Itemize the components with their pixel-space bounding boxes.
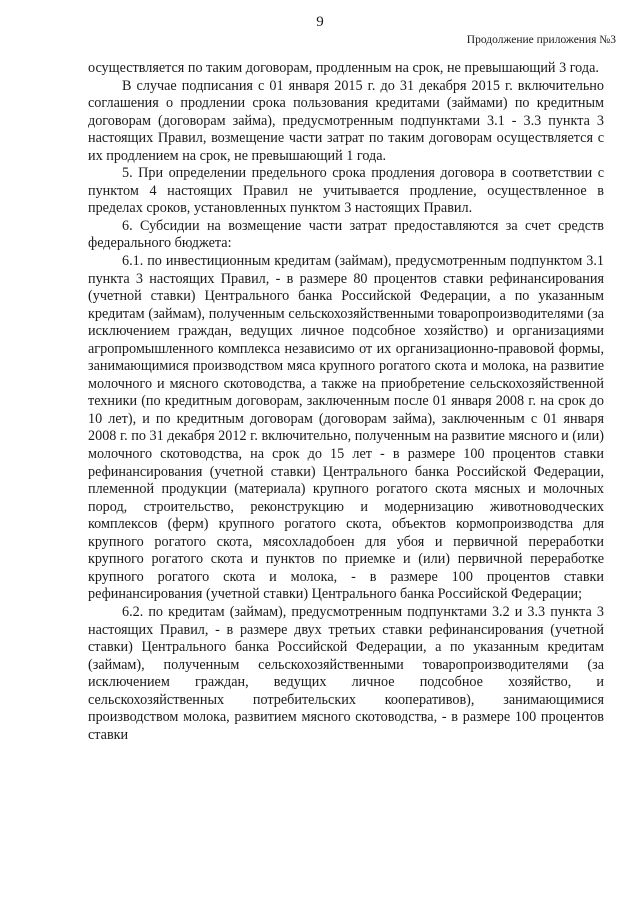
header-note: Продолжение приложения №3	[466, 34, 616, 46]
paragraph-item-6: 6. Субсидии на возмещение части затрат предоставляются за счет средств федерального бюджета:	[88, 217, 604, 252]
paragraph-2015-extension: В случае подписания с 01 января 2015 г. до 31 декабря 2015 г. включительно соглашения о продлении срока пользования кредитами (займами) по кредитным договорам (договорам займа), предусмотренным подпунктами 3.1 - 3.3 пункта 3 настоящих Правил, возмещение части затрат по таким договорам осуществляется с их продлением на срок, не превышающий 1 года.	[88, 77, 604, 164]
paragraph-item-5: 5. При определении предельного срока продления договора в соответствии с пунктом 4 настоящих Правил не учитывается продление, осуществленное в пределах сроков, установленных пунктом 3 настоящих Правил.	[88, 165, 604, 217]
document-body	[88, 60, 604, 744]
paragraph-item-6-2: 6.2. по кредитам (займам), предусмотренным подпунктами 3.2 и 3.3 пункта 3 настоящих Правил, - в размере двух третьих ставки рефинансирования (учетной ставки) Центрального банка Российской Федерации, а по указанным кредитам (займам), полученным сельскохозяйственными товаропроизводителями (за исключением граждан, ведущих личное подсобное хозяйство, и сельскохозяйственных потребительских кооперативов), занимающимися производством молока, развитием мясного скотоводства, - в размере 100 процентов ставки	[88, 603, 604, 743]
page-number: 9	[316, 14, 324, 30]
paragraph-continuation: осуществляется по таким договорам, продленным на срок, не превышающий 3 года.	[88, 60, 599, 76]
paragraph-item-6-1: 6.1. по инвестиционным кредитам (займам), предусмотренным подпунктом 3.1 пункта 3 настоящих Правил, - в размере 80 процентов ставки рефинансирования (учетной ставки) Центрального банка Российской Федерации, а по указанным кредитам (займам), полученным сельскохозяйственными товаропроизводителями (за исключением граждан, ведущих личное подсобное хозяйство) и организациями агропромышленного комплекса независимо от их организационно-правовой формы, занимающимися производством мяса крупного рогатого скота и молока, на развитие молочного и мясного скотоводства, а также на приобретение сельскохозяйственной техники (по кредитным договорам, заключенным после 01 января 2008 г. на срок до 10 лет), и по кредитным договорам (договорам займа), заключенным с 01 января 2008 г. по 31 декабря 2012 г. включительно, полученным на развитие мясного и (или) молочного скотоводства, на срок до 15 лет - в размере 100 процентов ставки рефинансирования (учетной ставки) Центрального банка Российской Федерации, племенной продукции (материала) крупного рогатого скота мясных и молочных пород, строительство, реконструкцию и модернизацию животноводческих комплексов (ферм) крупного рогатого скота, объектов кормопроизводства для крупного рогатого скота, мясохладобоен для убоя и первичной переработки крупного рогатого скота и пунктов по приемке и (или) первичной переработке крупного рогатого скота и молока, - в размере 100 процентов ставки рефинансирования (учетной ставки) Центрального банка Российской Федерации;	[88, 253, 604, 603]
